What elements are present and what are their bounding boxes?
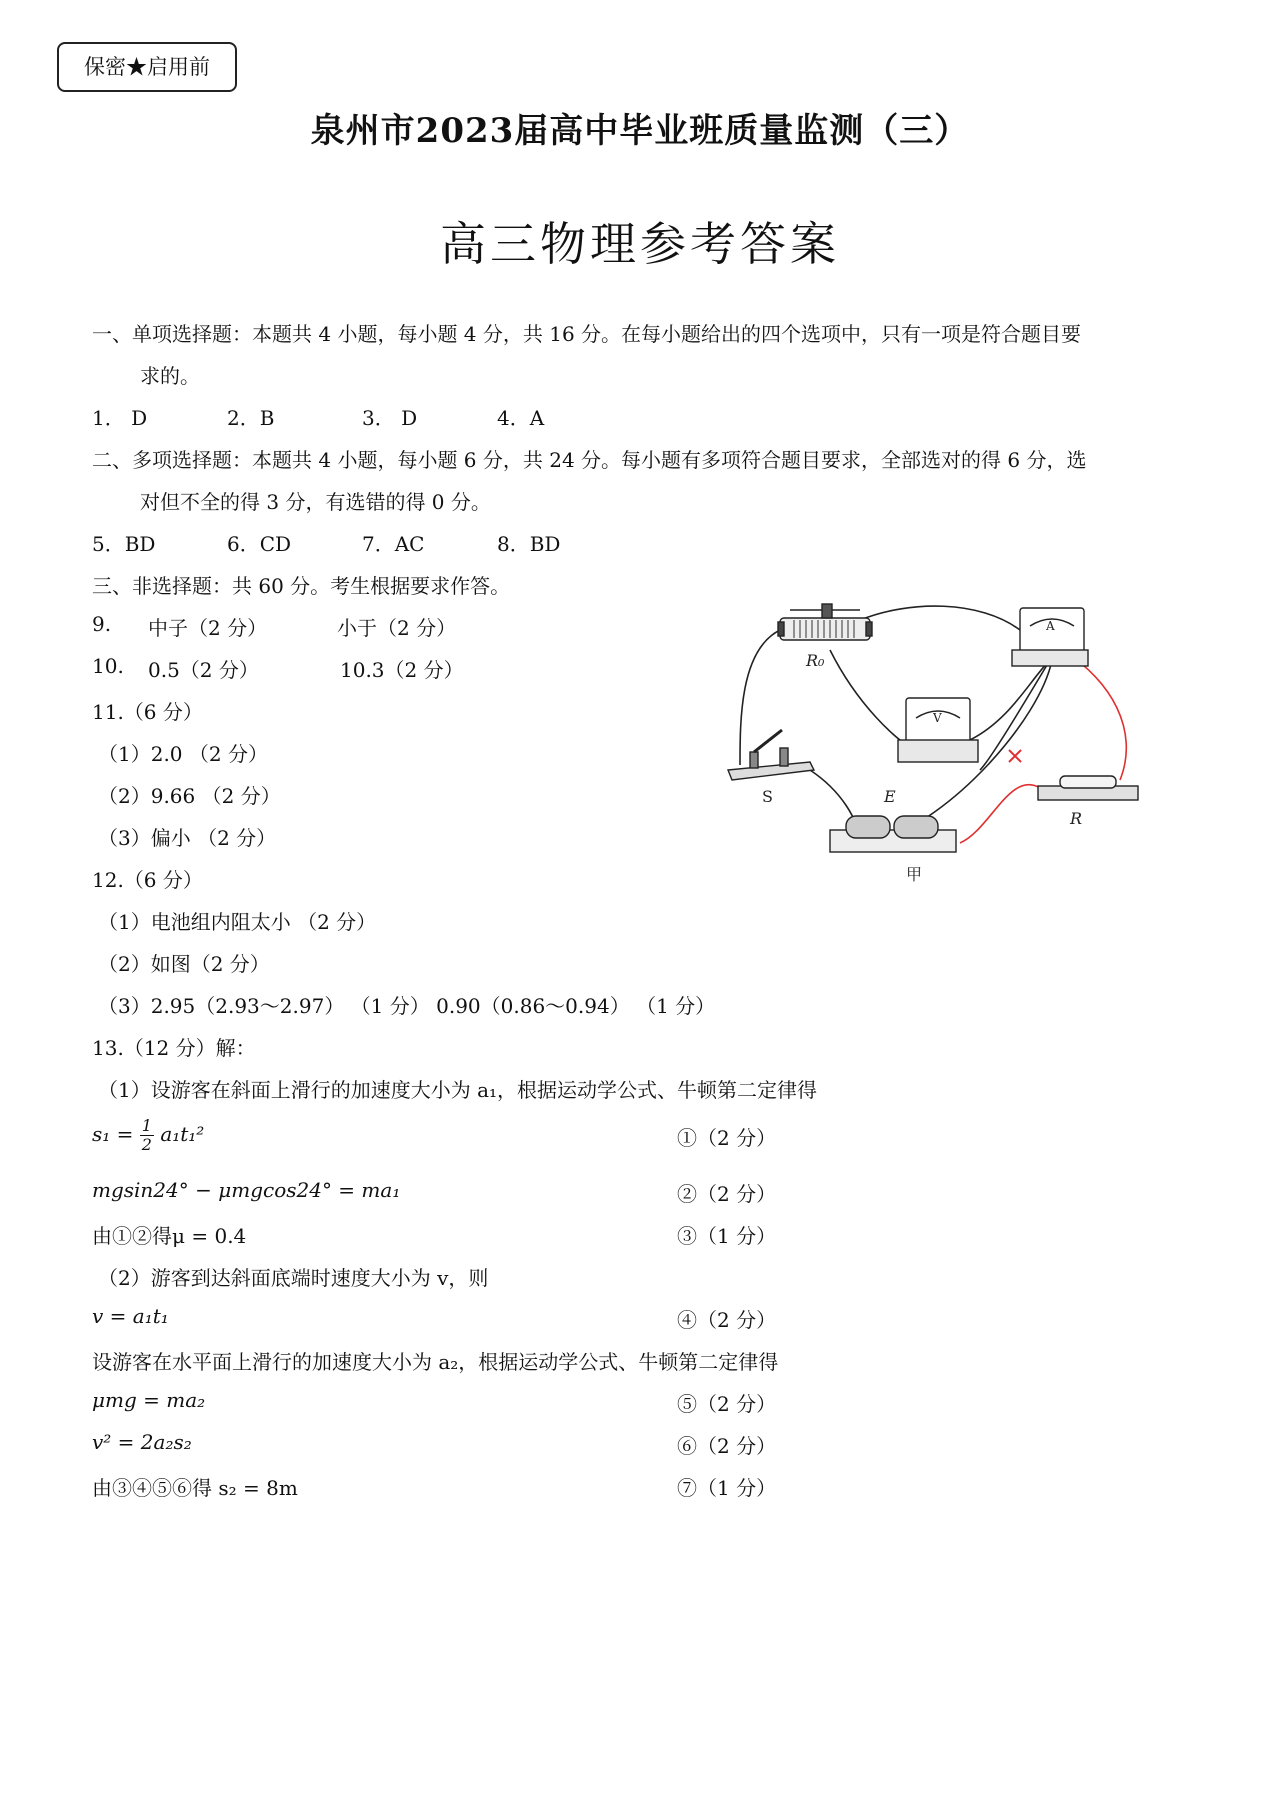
cross-mark <box>1009 750 1021 762</box>
section1-heading: 一、单项选择题：本题共 4 小题，每小题 4 分，共 16 分。在每小题给出的四个选项中，只有一项是符合题目要 <box>92 322 1082 346</box>
q13-eq1-left: s₁ = <box>92 1122 134 1146</box>
label-resistor: R <box>1070 809 1083 828</box>
q12-part3: （3）2.95（2.93～2.97） （1 分） 0.90（0.86～0.94） （1 分） <box>98 994 716 1018</box>
q9-answer-b: 小于（2 分） <box>337 616 457 640</box>
fraction-numerator: 1 <box>141 1116 152 1135</box>
q13-eq7-score: ⑦（1 分） <box>677 1476 777 1500</box>
answer-8: 8．BD <box>497 532 561 556</box>
q13-heading: 13.（12 分）解： <box>92 1036 256 1060</box>
section2-heading-cont: 对但不全的得 3 分，有选错的得 0 分。 <box>140 490 491 514</box>
confidential-label: 保密★启用前 <box>57 42 237 92</box>
label-r0: R₀ <box>806 651 825 670</box>
answer-7: 7．AC <box>362 532 425 556</box>
fraction-one-half <box>140 1117 154 1154</box>
q13-eq1-right: a₁t₁² <box>160 1122 205 1146</box>
wire-voltmeter-ammeter <box>970 660 1050 740</box>
answer-2: 2．B <box>227 406 275 430</box>
q13-eq4: v = a₁t₁ <box>92 1304 169 1328</box>
section3-heading: 三、非选择题：共 60 分。考生根据要求作答。 <box>92 574 511 598</box>
ammeter <box>1012 608 1088 666</box>
circuit-diagram <box>720 590 1140 900</box>
q11-part3: （3）偏小 （2 分） <box>98 826 277 850</box>
wire-r0-voltmeter <box>830 650 900 740</box>
red-wire-battery-resistor <box>960 785 1040 843</box>
q13-eq3-score: ③（1 分） <box>677 1224 777 1248</box>
q10-number: 10. <box>92 654 124 678</box>
q13-part1-intro: （1）设游客在斜面上滑行的加速度大小为 a₁，根据运动学公式、牛顿第二定律得 <box>98 1078 818 1102</box>
q13-eq5: μmg = ma₂ <box>92 1388 206 1412</box>
answer-4: 4．A <box>497 406 545 430</box>
q13-eq2: mgsin24° − μmgcos24° = ma₁ <box>92 1178 401 1202</box>
q13-eq1 <box>92 1110 204 1158</box>
q12-heading: 12.（6 分） <box>92 868 203 892</box>
fraction-denominator: 2 <box>141 1135 152 1154</box>
q9-answer-a: 中子（2 分） <box>148 616 268 640</box>
q10-answer-a: 0.5（2 分） <box>148 658 259 682</box>
answer-1: 1． D <box>92 406 148 430</box>
label-battery: E <box>884 787 896 806</box>
q12-part2: （2）如图（2 分） <box>98 952 270 976</box>
q9-number: 9. <box>92 612 112 636</box>
q13-eq5-score: ⑤（2 分） <box>677 1392 777 1416</box>
wire-r0-switch <box>740 630 780 765</box>
q13-eq1-score: ①（2 分） <box>677 1126 777 1150</box>
wire-r0-ammeter <box>860 606 1020 630</box>
q13-part2-text: 设游客在水平面上滑行的加速度大小为 a₂，根据运动学公式、牛顿第二定律得 <box>92 1350 779 1374</box>
answer-6: 6．CD <box>227 532 292 556</box>
wire-ammeter-crossed <box>980 660 1050 770</box>
q11-heading: 11.（6 分） <box>92 700 203 724</box>
voltmeter <box>898 698 978 762</box>
q13-eq6-score: ⑥（2 分） <box>677 1434 777 1458</box>
label-voltmeter: V <box>933 711 942 725</box>
q11-part1: （1）2.0 （2 分） <box>98 742 268 766</box>
answer-3: 3． D <box>362 406 418 430</box>
figure-caption: 甲 <box>906 865 923 884</box>
answer-key-title: 高三物理参考答案 <box>440 217 840 271</box>
red-wire-ammeter-resistor <box>1065 652 1126 780</box>
q13-eq3: 由①②得μ = 0.4 <box>92 1224 247 1248</box>
battery-e <box>830 816 956 852</box>
q13-eq7: 由③④⑤⑥得 s₂ = 8m <box>92 1476 298 1500</box>
q10-answer-b: 10.3（2 分） <box>340 658 464 682</box>
rheostat-r0 <box>778 604 872 640</box>
answer-5: 5．BD <box>92 532 156 556</box>
q13-eq2-score: ②（2 分） <box>677 1182 777 1206</box>
q11-part2: （2）9.66 （2 分） <box>98 784 281 808</box>
exam-title: 泉州市2023届高中毕业班质量监测（三） <box>310 111 970 151</box>
label-ammeter: A <box>1046 619 1055 633</box>
resistor-r <box>1038 776 1138 800</box>
q13-eq6: v² = 2a₂s₂ <box>92 1430 192 1454</box>
section1-heading-cont: 求的。 <box>140 364 200 388</box>
section2-heading: 二、多项选择题：本题共 4 小题，每小题 6 分，共 24 分。每小题有多项符合题目要求，全部选对的得 6 分，选 <box>92 448 1087 472</box>
q13-part2-intro: （2）游客到达斜面底端时速度大小为 v，则 <box>98 1266 489 1290</box>
q13-eq4-score: ④（2 分） <box>677 1308 777 1332</box>
label-switch: S <box>762 787 773 806</box>
q12-part1: （1）电池组内阻太小 （2 分） <box>98 910 377 934</box>
